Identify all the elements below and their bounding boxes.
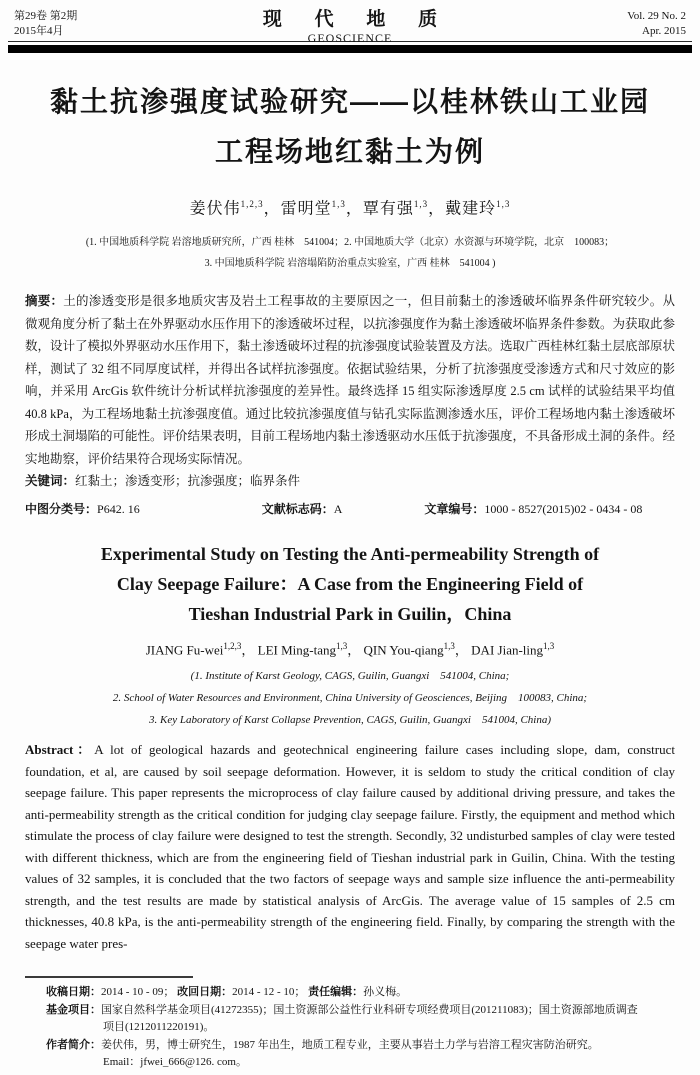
author-en: QIN You-qiang — [363, 642, 444, 658]
received-date-label: 收稿日期： — [46, 986, 101, 999]
document-code-label: 文献标志码： — [261, 501, 334, 516]
article-title-cn — [0, 77, 700, 177]
date-en: Apr. 2015 — [642, 25, 686, 37]
author-en-affil-sup: 1,3 — [443, 640, 455, 651]
title-en-line2: Clay Seepage Failure：A Case from the Engineering Field of — [116, 573, 584, 594]
author-en: LEI Ming-tang — [257, 642, 336, 658]
author-bio-label: 作者简介： — [46, 1038, 101, 1051]
footnote-bio-row — [25, 1037, 675, 1072]
received-date-value: 2014 - 10 - 09； — [101, 986, 175, 999]
keywords-cn-label: 关键词： — [25, 474, 76, 489]
author-bio-email: Email：jfwei_666@126. com。 — [103, 1056, 247, 1069]
article-title-en — [0, 539, 700, 629]
affiliation-en-line1: (1. Institute of Karst Geology, CAGS, Guilin, Guangxi 541004, China; — [190, 670, 510, 683]
date-cn: 2015年4月 — [14, 25, 64, 37]
keywords-cn — [25, 470, 675, 493]
author-separator: ， — [263, 200, 281, 218]
author-cn-affil-sup: 1,3 — [413, 199, 429, 209]
abstract-cn-text: 土的渗透变形是很多地质灾害及岩土工程事故的主要原因之一，但目前黏土的渗透破坏临界条件研究较少。从微观角度分析了黏土在外界驱动水压作用下的渗透破坏过程，以抗渗强度作为黏土渗透破坏临界条件参数。为获取此参数，设计了模拟外界驱动水压作用下，黏土渗透破坏过程的抗渗强度试验装置及方法。选取广西桂林红黏土层底部原状样，测试了 32 组不同厚度试样，并得出各试样抗渗强度。依据试验结果，分析了抗渗强度受渗透方式和尺寸效应的影响，并采用 ArcGis 软件统计分析试样抗渗强度的差异性。最终选择 15 组实际渗透厚度 2.5 cm 试样的试验结果平均值 40.8 kPa，为工程场地黏土抗渗强度值。通过比较抗渗强度值与钻孔实际监测渗透水压，评价工程场地内黏土渗透破坏形成土洞塌陷的可能性。评价结果表明，目前工程场地内黏土渗透驱动水压低于抗渗强度，不具备形成土洞的条件。经实地勘察，评价结果符合现场实际情况。 — [25, 294, 676, 466]
affiliation-en-line3: 3. Key Laboratory of Karst Collapse Prevention, CAGS, Guilin, Guangxi 541004, China) — [149, 714, 551, 727]
author-cn: 雷明堂 — [280, 200, 332, 218]
author-separator: ， — [241, 642, 258, 658]
document-code — [262, 497, 343, 521]
clc-label: 中图分类号： — [25, 501, 98, 516]
article-id — [424, 497, 642, 521]
author-en: DAI Jian-ling — [471, 642, 544, 658]
journal-title-cn: 现 代 地 质 — [262, 9, 452, 30]
volume-issue-cn: 第29卷 第2期 — [14, 10, 78, 22]
title-en-line1: Experimental Study on Testing the Anti-permeability Strength of — [100, 543, 600, 564]
header-right — [627, 9, 686, 39]
footnote-divider — [25, 976, 193, 978]
revised-date-label: 改回日期： — [177, 986, 233, 999]
footnote-block — [25, 984, 675, 1072]
authors-en — [0, 635, 700, 661]
journal-header — [0, 0, 700, 45]
author-cn: 戴建玲 — [445, 200, 497, 218]
author-cn-affil-sup: 1,2,3 — [240, 199, 264, 209]
author-separator: ， — [454, 642, 472, 658]
affiliation-cn-line1: (1. 中国地质科学院 岩溶地质研究所，广西 桂林 541004；2. 中国地质大学（北京）水资源与环境学院，北京 100083； — [85, 237, 615, 249]
volume-issue-en: Vol. 29 No. 2 — [627, 10, 686, 22]
author-separator: ， — [345, 200, 363, 218]
header-center — [0, 9, 700, 45]
revised-date-value: 2014 - 12 - 10； — [232, 986, 306, 999]
title-en-line3: Tieshan Industrial Park in Guilin，China — [188, 603, 512, 624]
document-code-value: A — [333, 501, 343, 516]
author-en-affil-sup: 1,3 — [543, 640, 555, 651]
clc-number — [25, 497, 140, 521]
keywords-cn-text: 红黏土；渗透变形；抗渗强度；临界条件 — [75, 474, 301, 489]
authors-cn — [0, 193, 700, 220]
clc-value: P642. 16 — [97, 501, 140, 516]
author-en-affil-sup: 1,2,3 — [223, 640, 242, 651]
abstract-cn-label: 摘要： — [25, 294, 64, 309]
fund-text-line1: 国家自然科学基金项目(41272355)；国土资源部公益性行业科研专项经费项目(201211083)；国土资源部地质调查 — [101, 1003, 638, 1016]
title-cn-line1: 黏土抗渗强度试验研究——以桂林铁山工业园 — [49, 86, 650, 117]
abstract-cn — [25, 290, 675, 470]
author-en-affil-sup: 1,3 — [335, 640, 348, 651]
article-id-value: 1000 - 8527(2015)02 - 0434 - 08 — [484, 501, 643, 516]
author-en: JIANG Fu-wei — [145, 642, 224, 658]
fund-label: 基金项目： — [46, 1003, 101, 1016]
author-bio-line1: 姜伏伟，男，博士研究生，1987 年出生，地质工程专业，主要从事岩土力学与岩溶工程灾害防治研究。 — [101, 1038, 599, 1051]
footnote-fund-row — [25, 1002, 675, 1037]
author-cn-affil-sup: 1,3 — [331, 199, 346, 209]
editor-label: 责任编辑： — [308, 986, 364, 999]
editor-value: 孙义梅。 — [363, 986, 408, 999]
footnote-dates-row — [25, 984, 675, 1002]
article-id-label: 文章编号： — [424, 501, 485, 516]
header-rule-thick — [8, 45, 692, 53]
affiliation-cn-line2: 3. 中国地质科学院 岩溶塌陷防治重点实验室，广西 桂林 541004 ) — [204, 258, 496, 270]
affiliations-en — [0, 665, 700, 731]
abstract-en — [25, 739, 675, 954]
abstract-en-text: A lot of geological hazards and geotechnical engineering failure cases including slope, dam, construct foundation, et al, are caused by soil seepage deformation. However, it is seldom to study the critical condition of clay seepage failure. This paper represents the microprocess of clay failure caused by additional driving pressure, and takes the anti-permeability strength as the critical condition for judging clay seepage failure. Firstly, the equipment and method which stimulate the process of clay failure were designed to test the strength. Secondly, 32 undisturbed samples of clay were tested with different thickness, which are from the engineering field of Tieshan industrial park in Guilin, China. With the testing values of 32 samples, it is concluded that the two factors of seepage ways and sample size influence the anti-permeability strength, and the test results are made by statistical analysis of ArcGis. The average value of 15 samples of 2.5 cm thicknesses, 40.8 kPa, is the anti-permeability strength of the engineering field. Finally, by comparing the strength with the seepage water pres- — [25, 742, 675, 951]
author-separator: ， — [428, 200, 446, 218]
author-separator: ， — [347, 642, 364, 658]
header-left — [14, 9, 77, 39]
abstract-en-label: Abstract： — [25, 742, 95, 758]
journal-title-en: GEOSCIENCE — [307, 31, 393, 45]
affiliations-cn — [0, 232, 700, 274]
title-cn-line2: 工程场地红黏土为例 — [214, 136, 485, 167]
fund-text-line2: 项目(1212011220191)。 — [103, 1021, 215, 1034]
author-cn: 姜伏伟 — [189, 200, 241, 218]
meta-row — [25, 497, 675, 521]
affiliation-en-line2: 2. School of Water Resources and Environment, China University of Geosciences, Beijing 100083, China; — [112, 692, 588, 705]
author-cn: 覃有强 — [362, 200, 414, 218]
author-cn-affil-sup: 1,3 — [496, 199, 511, 209]
